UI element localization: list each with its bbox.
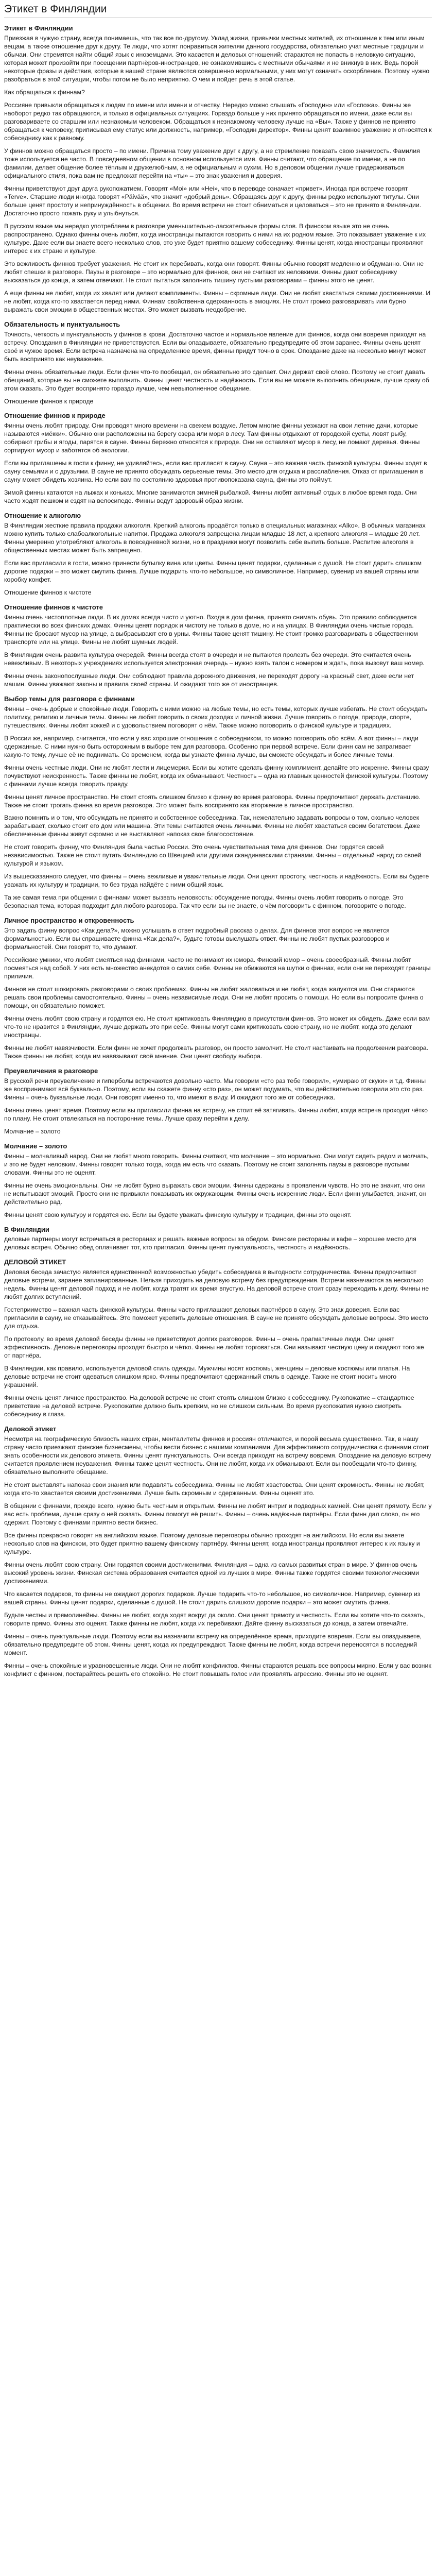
paragraph: Финны очень ценят время. Поэтому если вы пригласили финна на встречу, не стоит её затягивать. Финны любят, когда встреча проходит чётко по плану. Не стоит отвлекаться на посторонние темы. Лучше сразу перейти к делу. [4,1106,428,1122]
section-heading: Отношение финнов к природе [4,412,106,420]
paragraph: Гостеприимство – важная часть финской культуры. Финны часто приглашают деловых партнёров в сауну. Это знак доверия. Если вас пригласили в сауну, не отказывайтесь. Это поможет укрепить деловые отношения. В сауне не принято обсуждать деловые вопросы. Это место для отдыха. [4,1306,428,1330]
article-section [4,603,432,689]
paragraph: Финны – молчаливый народ. Они не любят много говорить. Финны считают, что молчание – это нормально. Они могут сидеть рядом и молчать, и это не будет неловким. Финны говорят только тогда, когда им есть что сказать. Поэтому не стоит заполнять паузы в разговоре пустыми словами. Финны это не оценят. [4,1152,429,1176]
section-heading: Личное пространство и откровенность [4,917,134,925]
paragraph: Финны очень законопослушные люди. Они соблюдают правила дорожного движения, не переходят дорогу на красный свет, даже если нет машин. Финны уважают законы и правила своей страны. И ожидают того же от иностранцев. [4,672,414,688]
paragraph: Приезжая в чужую страну, всегда понимаешь, что так все по-другому. Уклад жизни, привычки местных жителей, их отношение к тем или иным вещам, а также отношение друг к другу. Те люди, что хотят понравиться жителям данного государства, обязательно учат местные традиции и обычаи. Они стремятся найти общий язык с иноземцами. Это касается и деловых отношений: стараются не попасть в неловкую ситуацию, которая может произойти при посещении партнёров-иностранцев, не ознакомившись с местными обычаями и не вникнув в них. Ведь порой некоторые фразы и действия, которые в нашей стране являются совершенно нормальными, у них могут означать оскорбление. Поэтому нужно разобраться в этой ситуации, чтобы потом не было неприятно. О чем и пойдет речь в этой статье. [4,35,430,83]
paragraph: деловые партнеры могут встречаться в ресторанах и решать важные вопросы за обедом. Финские рестораны и кафе – хорошее место для деловых встреч. Обычно обед оплачивает тот, кто пригласил. Финны ценят пунктуальность, честность и надёжность. [4,1235,416,1251]
section-heading: Обязательность и пунктуальность [4,320,120,328]
paragraph: Что касается подарков, то финны не ожидают дорогих подарков. Лучше подарить что-то небольшое, но символичное. Например, сувенир из вашей страны. Финны ценят подарки, сделанные с душой. Не стоит дарить слишком дорогие подарки – это может смутить финна. [4,1590,421,1606]
paragraph: Финны очень обязательные люди. Если финн что-то пообещал, он обязательно это сделает. Они держат своё слово. Поэтому не стоит давать обещаний, которые вы не сможете выполнить. Финны ценят честность и надёжность. Если вы не можете выполнить обещание, лучше сразу об этом сказать. Это будет воспринято гораздо лучше, чем невыполненное обещание. [4,368,429,392]
section-heading: Деловой этикет [4,1425,57,1433]
section-heading: Отношение к алкоголю [4,512,81,520]
paragraph: Из вышесказанного следует, что финны – очень вежливые и уважительные люди. Они ценят простоту, честность и надёжность. Если вы будете уважать их культуру и традиции, то без труда найдёте с ними общий язык. [4,873,429,889]
paragraph: Та же самая тема при общении с финнами может вызвать неловкость: обсуждение погоды. Финны очень любят говорить о погоде. Это безопасная тема, которая подходит для любого разговора. Так что если вы не знаете, о чём поговорить с финном, поговорите о погоде. [4,894,406,910]
paragraph: Зимой финны катаются на лыжах и коньках. Многие занимаются зимней рыбалкой. Финны любят активный отдых в любое время года. Они часто ходят пешком и ездят на велосипеде. Финны ведут здоровый образ жизни. [4,489,417,505]
section-heading: Молчание – золото [4,1142,67,1150]
paragraph: В русской речи преувеличение и гиперболы встречаются довольно часто. Мы говорим «сто раз тебе говорил», «умираю от скуки» и т.д. Финны же воспринимают всё буквально. Поэтому, если вы скажете финну «сто раз», он может подумать, что вы действительно говорили это сто раз. Финны – очень буквальные люди. Они говорят именно то, что имеют в виду. И ожидают того же от собеседника. [4,1077,426,1101]
paragraph: Деловая беседа зачастую является единственной возможностью убедить собеседника в выгодности сотрудничества. Финны предпочитают деловые встречи, заранее запланированные. Нельзя приходить на деловую встречу без предупреждения. Встречи назначаются за несколько недель. Финны ценят деловой подход и не любят, когда тратят их время впустую. На деловой встрече стоит сразу переходить к делу. Финны не любят долгих вступлений. [4,1268,429,1301]
paragraph: Финны не любят навязчивости. Если финн не хочет продолжать разговор, он просто замолчит. Не стоит настаивать на продолжении разговора. Также финны не любят, когда им навязывают своё мнение. Они ценят свободу выбора. [4,1044,429,1060]
paragraph: Не стоит говорить финну, что Финляндия была частью России. Это очень чувствительная тема для финнов. Они гордятся своей независимостью. Также не стоит путать Финляндию со Швецией или другими скандинавскими странами. Финны – отдельный народ со своей культурой и языком. [4,843,422,868]
paragraph: Отношение финнов к чистоте [4,589,92,597]
section-heading: В Финляндии [4,1225,49,1233]
paragraph: Если вас пригласили в гости, можно принести бутылку вина или цветы. Финны ценят подарки, сделанные с душой. Не стоит дарить слишком дорогие подарки – это может смутить финна. Лучше подарить что-то небольшое, но символичное. Например, сувенир из вашей страны или коробку конфет. [4,560,422,584]
paragraph: Финны не очень эмоциональны. Они не любят бурно выражать свои эмоции. Финны сдержаны в проявлении чувств. Но это не значит, что они не испытывают эмоций. Просто они не привыкли показывать их окружающим. Финны очень искренние люди. Если финн улыбается, значит, он действительно рад. [4,1181,426,1206]
paragraph: Несмотря на географическую близость наших стран, менталитеты финнов и россиян отличаются, и порой весьма существенно. Так, в нашу страну часто приезжают финские бизнесмены, чтобы вести бизнес с нашими компаниями. Для эффективного сотрудничества с финнами стоит знать особенности их делового этикета. Финны ценят пунктуальность. Они всегда приходят на встречу вовремя. Опоздание на деловую встречу считается проявлением неуважения. Финны также ценят честность. Они не любят, когда их обманывают. Если вы пообещали что-то финну, обязательно выполните обещание. [4,1435,431,1476]
section-heading: ДЕЛОВОЙ ЭТИКЕТ [4,1258,66,1266]
article-section [4,412,432,505]
paragraph: В Финляндии жесткие правила продажи алкоголя. Крепкий алкоголь продаётся только в специальных магазинах «Alko». В обычных магазинах можно купить только слабоалкогольные напитки. Продажа алкоголя запрещена лицам младше 18 лет, а крепкого алкоголя – младше 20 лет. Финны умеренно употребляют алкоголь в повседневной жизни, но в праздники могут позволить себе выпить больше. Распитие алкоголя в общественных местах может быть запрещено. [4,522,426,554]
paragraph: У финнов можно обращаться просто – по имени. Причина тому уважение друг к другу, а не стремление показать свою значимость. Фамилия тоже используется не часто. В повседневном общении в основном используется имя. Финны считают, что обращение по имени, а не по фамилии, делает общение более тёплым и дружелюбным, а не официальным и сухим. Но в деловом общении лучше придерживаться официального стиля, пока вам не предложат перейти на «ты» – это знак уважения и доверия. [4,147,420,179]
paragraph: Финны очень любят свою страну. Они гордятся своими достижениями. Финляндия – одна из самых развитых стран в мире. У финнов очень высокий уровень жизни. Финская система образования считается одной из лучших в мире. Финны также гордятся своими технологическими достижениями. [4,1561,420,1585]
paragraph: Не стоит выставлять напоказ свои знания или подавлять собеседника. Финны не любят хвастовства. Они ценят скромность. Финны не любят, когда кто-то хвастается своими достижениями. Лучше быть скромным и сдержанным. Финны оценят это. [4,1481,425,1497]
paragraph: Финны очень любят свою страну и гордятся ею. Не стоит критиковать Финляндию в присутствии финнов. Это может их обидеть. Даже если вам что-то не нравится в Финляндии, лучше держать это при себе. Финны могут сами критиковать свою страну, но не любят, когда это делают иностранцы. [4,1015,430,1039]
section-heading: Этикет в Финляндии [4,24,73,32]
paragraph: Это задать финну вопрос «Как дела?», можно услышать в ответ подробный рассказ о делах. Для финнов этот вопрос не является формальностью. Если вы спрашиваете финна «Как дела?», будьте готовы выслушать ответ. Финны не любят пустых разговоров и формальностей. Они говорят то, что думают. [4,927,390,951]
paragraph: В Финляндии очень развита культура очередей. Финны всегда стоят в очереди и не пытаются пролезть без очереди. Это считается очень невежливым. В некоторых учреждениях используется электронная очередь – нужно взять талон с номером и ждать, пока вызовут ваш номер. [4,651,425,667]
article-section [4,512,432,597]
paragraph: Финны – очень добрые и спокойные люди. Говорить с ними можно на любые темы, но есть темы, которых лучше избегать. Не стоит обсуждать политику, религию и личные темы. Финны не любят говорить о своих доходах и личной жизни. Лучше говорить о погоде, природе, спорте, путешествиях. Финны любят хоккей и с удовольствием поговорят о нём. Также можно поговорить о финской культуре и традициях. [4,705,428,729]
paragraph: Будьте честны и прямолинейны. Финны не любят, когда ходят вокруг да около. Они ценят прямоту и честность. Если вы хотите что-то сказать, говорите прямо. Финны это оценят. Также финны не любят, когда их перебивают. Дайте финну высказаться до конца, а затем отвечайте. [4,1611,425,1627]
paragraph: Финны ценят свою культуру и гордятся ею. Если вы будете уважать финскую культуру и традиции, финны это оценят. [4,1211,352,1218]
paragraph: Это вежливость финнов требует уважения. Не стоит их перебивать, когда они говорят. Финны обычно говорят медленно и обдуманно. Они не любят спешки в разговоре. Паузы в разговоре – это нормально для финнов, они не считают их неловкими. Финны дают собеседнику высказаться до конца, а затем отвечают. Не стоит пытаться заполнить тишину пустыми разговорами – финны этого не ценят. [4,260,424,284]
paragraph: А еще финны не любят, когда их хвалят или делают комплименты. Финны – скромные люди. Они не любят хвастаться своими достижениями. И не любят, когда кто-то хвастается перед ними. Финнам свойственна сдержанность в эмоциях. Не стоит громко разговаривать или бурно выражать свои эмоции в общественных местах. Это может вызвать неодобрение. [4,289,431,313]
article-section [4,1425,432,1679]
paragraph: Важно помнить и о том, что обсуждать не принято и собственное собеседника. Так, нежелательно задавать вопросы о том, сколько человек зарабатывает, сколько стоит его дом или машина. Эти темы считаются очень личными. Финны не любят хвастаться своим богатством. Даже обеспеченные финны живут скромно и не выставляют напоказ свое благосостояние. [4,814,421,838]
article-section [4,1067,432,1136]
paragraph: Финны очень ценят личное пространство. На деловой встрече не стоит стоять слишком близко к собеседнику. Рукопожатие – стандартное приветствие на деловой встрече. Рукопожатие должно быть крепким, но не слишком сильным. Во время рукопожатия нужно смотреть собеседнику в глаза. [4,1394,414,1418]
paragraph: Все финны прекрасно говорят на английском языке. Поэтому деловые переговоры обычно проходят на английском. Но если вы знаете несколько слов на финском, это будет приятно вашему финскому партнёру. Финны ценят, когда иностранцы проявляют интерес к их языку и культуре. [4,1531,420,1555]
paragraph: В России же, например, считается, что если у вас хорошие отношения с собеседником, то можно поговорить обо всём. А вот финны – люди сдержанные. С ними нужно быть осторожным в выборе тем для разговора. Особенно при первой встрече. Если финн сам не затрагивает какую-то тему, лучше её не поднимать. Со временем, когда вы узнаете финна лучше, вы сможете обсуждать и более личные темы. [4,734,418,758]
paragraph: Финны очень чистоплотные люди. В их домах всегда чисто и уютно. Входя в дом финна, принято снимать обувь. Это правило соблюдается практически во всех финских домах. Финны ценят порядок и чистоту не только в доме, но и на улицах. В Финляндии очень чистые города. Финны не бросают мусор на улице, а выбрасывают его в урны. Финны также ценят тишину. Не стоит громко разговаривать в общественном транспорте или на улице. Финны не любят шумных людей. [4,613,418,646]
article-section [4,1258,432,1419]
paragraph: Как обращаться к финнам? [4,89,85,96]
article-section [4,24,432,314]
paragraph: Финнов не стоит шокировать разговорами о своих проблемах. Финны не любят жаловаться и не любят, когда жалуются им. Они стараются решать свои проблемы самостоятельно. Финны – очень независимые люди. Они не любят просить о помощи. Но если вы попросите финна о помощи, он обязательно поможет. [4,986,424,1010]
paragraph: Финны приветствуют друг друга рукопожатием. Говорят «Moi» или «Hei», что в переводе означает «привет». Иногда при встрече говорят «Terve». Старшие люди иногда говорят «Päivää», что значит «добрый день». Обращаясь друг к другу, финны редко используют титулы. Они больше ценят простоту и непринуждённость в общении. Во время встречи не стоит обниматься и целоваться – это не принято в Финляндии. Достаточно просто пожать руку и улыбнуться. [4,184,422,217]
article-body [4,24,432,1678]
section-heading: Отношение финнов к чистоте [4,603,103,611]
paragraph: В общении с финнами, прежде всего, нужно быть честным и открытым. Финны не любят интриг и подводных камней. Они ценят прямоту. Если у вас есть проблема, лучше сразу о ней сказать. Финны помогут её решить. Финны – очень надёжные партнёры. Если финн дал слово, он его сдержит. Поэтому с финнами приятно вести бизнес. [4,1502,432,1526]
paragraph: Финны ценят личное пространство. Не стоит стоять слишком близко к финну во время разговора. Финны предпочитают держать дистанцию. Также не стоит трогать финна во время разговора. Это может быть воспринято как вторжение в личное пространство. [4,793,421,809]
article-section [4,1226,432,1252]
section-heading: Преувеличения в разговоре [4,1067,98,1075]
section-heading: Выбор темы для разговора с финнами [4,694,135,703]
paragraph: Российские умники, что любят смеяться над финнами, часто не понимают их юмора. Финский юмор – очень своеобразный. Финны любят посмеяться над собой. У них есть множество анекдотов о самих себе. Финны не обижаются на шутки о финнах, если они не переходят границы приличия. [4,956,431,980]
paragraph: В Финляндии, как правило, используется деловой стиль одежды. Мужчины носят костюмы, женщины – деловые костюмы или платья. На деловые встречи не стоит одеваться слишком ярко. Финны предпочитают сдержанный стиль в одежде. Также не стоит носить много украшений. [4,1365,410,1389]
paragraph: Точность, четкость и пунктуальность у финнов в крови. Достаточно частое и нормальное явление для финнов, когда они вовремя приходят на встречу. Опоздания в Финляндии не приветствуются. Если вы опаздываете, обязательно предупредите об этом заранее. Финны очень ценят своё и чужое время. Если встреча назначена на определенное время, финны придут точно в срок. Опоздание даже на несколько минут может быть воспринято как неуважение. [4,330,426,363]
article-section [4,917,432,1061]
paragraph: Если вы приглашены в гости к финну, не удивляйтесь, если вас пригласят в сауну. Сауна – это важная часть финской культуры. Финны ходят в сауну семьями и с друзьями. В сауне не принято обсуждать серьезные темы. Это место для отдыха и расслабления. Отказ от приглашения в сауну может обидеть хозяина. Но если вам по состоянию здоровья противопоказана сауна, финны это поймут. [4,460,427,484]
article-section [4,320,432,406]
paragraph: Отношение финнов к природе [4,397,94,405]
paragraph: Финны очень честные люди. Они не любят лести и лицемерия. Если вы хотите сделать финну комплимент, делайте это искренне. Финны сразу почувствуют неискренность. Также финны не любят, когда их обманывают. Честность – одна из главных ценностей финской культуры. Поэтому с финнами лучше всегда говорить правду. [4,764,429,788]
page-title: Этикет в Финляндии [4,2,432,18]
article-section [4,695,432,911]
paragraph: Финны – очень спокойные и уравновешенные люди. Они не любят конфликтов. Финны стараются решать все вопросы мирно. Если у вас возник конфликт с финном, постарайтесь решить его спокойно. Не стоит повышать голос или проявлять агрессию. Финны это не оценят. [4,1662,431,1677]
paragraph: В русском языке мы нередко употребляем в разговоре уменьшительно-ласкательные формы слов. В финском языке это не очень распространено. Однако финны очень любят, когда иностранцы пытаются говорить с ними на их родном языке. Это показывает уважение к их культуре. Даже если вы знаете всего несколько слов, это уже будет приятно вашему собеседнику. Финны ценят, когда иностранцы проявляют интерес к их стране и культуре. [4,222,426,255]
paragraph: Финны очень любят природу. Они проводят много времени на свежем воздухе. Летом многие финны уезжают на свои летние дачи, которые называются «мёкки». Обычно они расположены на берегу озера или моря в лесу. Там финны отдыхают от городской суеты, ловят рыбу, собирают грибы и ягоды, парятся в сауне. Финны бережно относятся к природе. Они не оставляют мусор в лесу, не ломают деревья. Финны сортируют мусор и заботятся об экологии. [4,422,420,454]
article-section [4,1142,432,1219]
paragraph: Финны – очень пунктуальные люди. Поэтому если вы назначили встречу на определённое время, приходите вовремя. Если вы опаздываете, обязательно предупредите об этом. Финны ценят, когда их предупреждают. Также финны не любят, когда встречи переносятся в последний момент. [4,1632,422,1656]
paragraph: По протоколу, во время деловой беседы финны не приветствуют долгих разговоров. Финны – очень прагматичные люди. Они ценят эффективность. Деловые переговоры проходят быстро и чётко. Финны не любят торговаться. Они называют честную цену и ожидают того же от партнёра. [4,1335,424,1360]
paragraph: Молчание – золото [4,1127,61,1135]
paragraph: Россияне привыкли обращаться к людям по имени или имени и отчеству. Нередко можно слышать «Господин» или «Госпожа». Финны же наоборот редко так обращаются, и только в официальных ситуациях. Гораздо больше у них принято обращаться по имени, даже если вы разговариваете со старшим или незнакомым человеком. Обращаться к незнакомому человеку лучше на «Вы». Также у финнов не принято обращаться к человеку, приписывая ему статус или должность, например, «Господин директор». Финны ценят взаимное уважение и относятся к собеседнику как к равному. [4,101,432,142]
